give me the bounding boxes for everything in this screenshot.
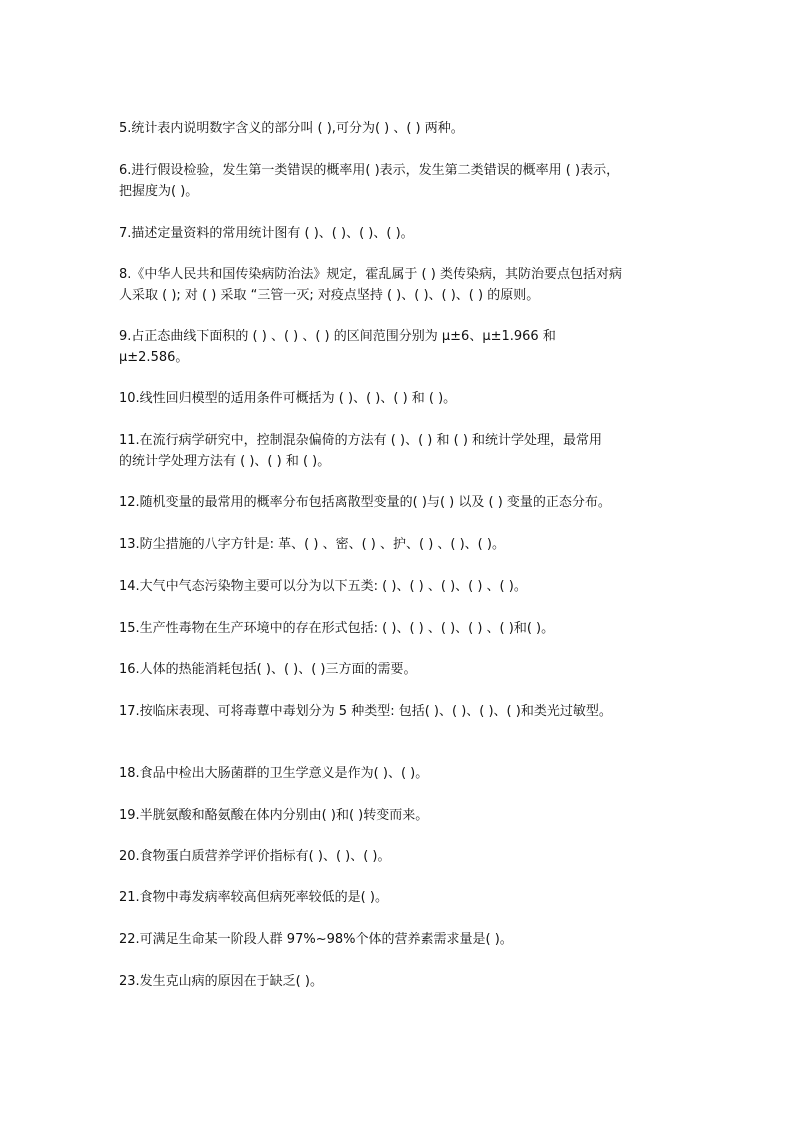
question-text: 18.食品中检出大肠菌群的卫生学意义是作为( )、( )。 xyxy=(119,766,429,781)
question-text: 7.描述定量资料的常用统计图有 ( )、( )、( )、( )。 xyxy=(119,226,414,241)
question-5 xyxy=(119,118,679,139)
question-9 xyxy=(119,326,679,368)
question-10 xyxy=(119,388,679,409)
question-text: 6.进行假设检验，发生第一类错误的概率用( )表示，发生第二类错误的概率用 ( )表示， xyxy=(119,163,620,178)
question-text: 22.可满足生命某一阶段人群 97%~98%个体的营养素需求量是( )。 xyxy=(119,932,513,947)
question-text-continued: 人采取 ( ); 对 ( ) 采取 “三管一灭; 对疫点坚持 ( )、( )、( )、( ) 的原则。 xyxy=(119,288,540,303)
question-15 xyxy=(119,618,679,639)
question-text-continued: μ±2.586。 xyxy=(119,350,189,365)
question-text: 20.食物蛋白质营养学评价指标有( )、( )、( )。 xyxy=(119,849,391,864)
question-11 xyxy=(119,430,679,472)
question-text: 12.随机变量的最常用的概率分布包括离散型变量的( )与( ) 以及 ( ) 变量的正态分布。 xyxy=(119,495,611,510)
question-text: 11.在流行病学研究中，控制混杂偏倚的方法有 ( )、( ) 和 ( ) 和统计学处理，最常用 xyxy=(119,433,603,448)
question-7 xyxy=(119,223,679,244)
question-21 xyxy=(119,887,679,908)
question-text: 15.生产性毒物在生产环境中的存在形式包括: ( )、( ) 、( )、( ) 、( )和( )。 xyxy=(119,621,555,636)
question-text-continued: 把握度为( )。 xyxy=(119,184,199,199)
question-text-continued: 的统计学处理方法有 ( )、( ) 和 ( )。 xyxy=(119,454,331,469)
question-text: 23.发生克山病的原因在于缺乏( )。 xyxy=(119,974,323,989)
question-6 xyxy=(119,160,679,202)
question-text: 16.人体的热能消耗包括( )、( )、( )三方面的需要。 xyxy=(119,662,417,677)
question-text: 5.统计表内说明数字含义的部分叫 ( ),可分为( ) 、( ) 两种。 xyxy=(119,121,464,136)
question-text: 17.按临床表现、可将毒蕈中毒划分为 5 种类型: 包括( )、( )、( )、( )和类光过敏型。 xyxy=(119,704,612,719)
question-19 xyxy=(119,805,679,826)
question-8 xyxy=(119,264,679,306)
question-text: 14.大气中气态污染物主要可以分为以下五类: ( )、( ) 、( )、( ) 、( )。 xyxy=(119,579,527,594)
question-16 xyxy=(119,659,679,680)
question-22 xyxy=(119,929,679,950)
question-text: 21.食物中毒发病率较高但病死率较低的是( )。 xyxy=(119,890,388,905)
question-text: 13.防尘措施的八字方针是: 革、( ) 、密、( ) 、护、( ) 、( )、( )。 xyxy=(119,537,505,552)
question-18 xyxy=(119,763,679,784)
question-12 xyxy=(119,492,679,513)
question-text: 8.《中华人民共和国传染病防治法》规定，霍乱属于 ( ) 类传染病，其防治要点包括对病 xyxy=(119,267,622,282)
question-text: 19.半胱氨酸和酪氨酸在体内分别由( )和( )转变而来。 xyxy=(119,808,429,823)
question-23 xyxy=(119,971,679,992)
question-17 xyxy=(119,701,679,722)
question-14 xyxy=(119,576,679,597)
question-13 xyxy=(119,534,679,555)
question-text: 9.占正态曲线下面积的 ( ) 、( ) 、( ) 的区间范围分别为 μ±6、μ±1.966 和 xyxy=(119,329,556,344)
question-text: 10.线性回归模型的适用条件可概括为 ( )、( )、( ) 和 ( )。 xyxy=(119,391,457,406)
question-20 xyxy=(119,846,679,867)
